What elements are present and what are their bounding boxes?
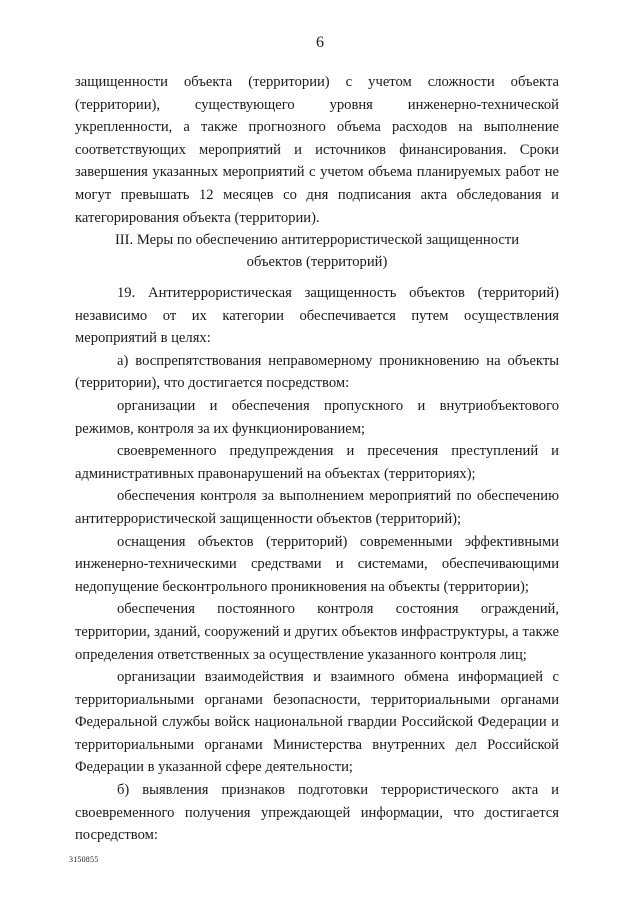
paragraph-crime-prevention: своевременного предупреждения и пресечения преступлений и административных правонарушений на объектах (территориях); (75, 443, 559, 482)
intro-paragraph: защищенности объекта (территории) с учетом сложности объекта (территории), существующего уровня инженерно-технической укрепленности, а также прогнозного объема расходов на выполнение соответствующих мероприятий и источников финансирования. Сроки завершения указанных мероприятий с учетом объема планируемых работ не могут превышать 12 месяцев со дня подписания акта обследования и категорирования объекта (территории). (75, 74, 559, 226)
paragraph-19: 19. Антитеррористическая защищенность объектов (территорий) независимо от их категории обеспечивается путем осуществления мероприятий в целях: (75, 285, 559, 347)
paragraph-fence-monitoring: обеспечения постоянного контроля состояния ограждений, территории, зданий, сооружений и других объектов инфраструктуры, а также определения ответственных за осуществление указанного контроля лиц; (75, 601, 559, 663)
document-code: 3150855 (69, 855, 99, 864)
section-heading-line-1: III. Меры по обеспечению антитеррористической защищенности (114, 232, 520, 248)
paragraph-access-control: организации и обеспечения пропускного и внутриобъектового режимов, контроля за их функционированием; (75, 397, 559, 437)
paragraph-measures-control: обеспечения контроля за выполнением мероприятий по обеспечению антитеррористической защищенности объектов (территорий); (75, 488, 559, 527)
paragraph-interaction: организации взаимодействия и взаимного обмена информацией с территориальными органами безопасности, территориальными органами Федеральной службы войск национальной гвардии Российской Федерации и территориальными органами Министерства внутренних дел Российской Федерации в указанной сфере деятельности; (75, 669, 559, 776)
section-heading-line-2: объектов (территорий) (246, 254, 388, 270)
paragraph-technical-equipment: оснащения объектов (территорий) современными эффективными инженерно-техническими средствами и системами, обеспечивающими недопущение бесконтрольного проникновения на объекты (территории); (75, 533, 559, 595)
paragraph-item-a: а) воспрепятствования неправомерному проникновению на объекты (территории), что достигается посредством: (75, 352, 559, 392)
intro-text-block (75, 71, 559, 229)
paragraph-item-b: б) выявления признаков подготовки террористического акта и своевременного получения упреждающей информации, что достигается посредством: (75, 782, 559, 844)
section-heading (75, 229, 559, 273)
page-number: 6 (316, 34, 324, 51)
section-body (75, 282, 559, 847)
